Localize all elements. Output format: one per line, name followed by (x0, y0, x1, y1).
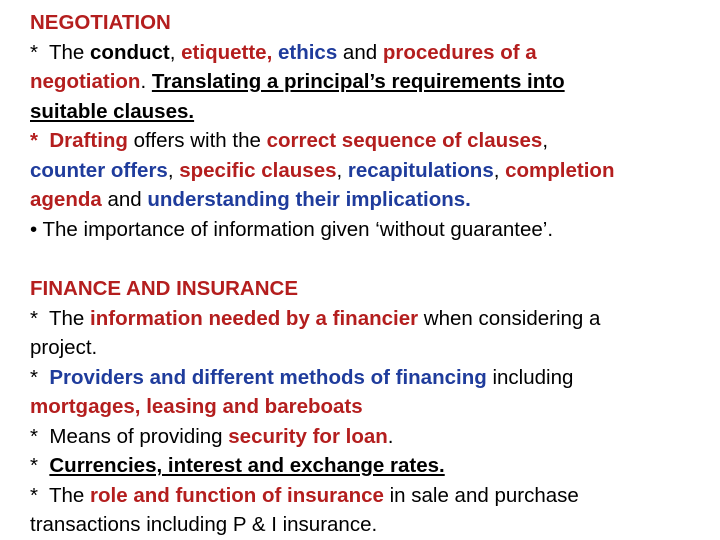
finance-line-4 (30, 392, 718, 422)
text-run: ethics (277, 40, 338, 64)
text-run: counter offers (30, 158, 168, 182)
text-run: negotiation (30, 70, 141, 93)
text-run: understanding their implications. (147, 188, 471, 211)
negotiation-heading: NEGOTIATION (30, 11, 171, 34)
finance-line-1 (30, 304, 718, 334)
negotiation-line-6 (30, 185, 718, 215)
text-run: * Means of providing (30, 424, 229, 448)
finance-line-7 (30, 481, 718, 511)
text-run: offers with the (127, 129, 267, 152)
text-run: specific clauses (179, 158, 337, 182)
text-run: procedures of a (382, 40, 537, 64)
text-run: , (493, 158, 506, 182)
finance-heading: FINANCE AND INSURANCE (30, 277, 299, 300)
text-run: mortgages, leasing and bareboats (30, 395, 363, 418)
slide-content (30, 8, 718, 540)
finance-line-6 (30, 451, 718, 481)
text-run: , (167, 158, 180, 182)
text-run: correct sequence of clauses (266, 129, 543, 152)
text-run: project. (30, 336, 98, 359)
text-run: including (486, 365, 574, 389)
text-run: * The (30, 40, 91, 64)
text-run: transactions including P & I insurance. (30, 513, 378, 536)
finance-line-3 (30, 363, 718, 393)
text-run: recapitulations (347, 158, 494, 182)
text-run: suitable clauses. (30, 99, 195, 123)
text-run: security for loan (228, 424, 388, 448)
text-run: , (336, 158, 348, 182)
text-run: Currencies, interest and exchange rates. (49, 454, 445, 477)
finance-line-8 (30, 510, 718, 540)
text-run: in sale and purchase (383, 483, 579, 507)
text-run: , (169, 40, 182, 64)
text-run: * The (30, 306, 91, 330)
text-run: when considering a (418, 306, 601, 330)
negotiation-line-5 (30, 156, 718, 186)
text-run: Translating a principal’s requirements into (151, 70, 565, 93)
finance-line-2 (30, 333, 718, 363)
text-run: etiquette, (181, 40, 273, 64)
text-run: • The importance of information given ‘without guarantee’. (30, 217, 554, 241)
negotiation-line-3 (30, 97, 718, 127)
text-run: * The (30, 483, 91, 507)
text-run: . (140, 70, 152, 93)
text-run: and (337, 40, 383, 64)
negotiation-line-7 (30, 215, 718, 245)
text-run: Providers and different methods of financing (49, 365, 487, 389)
text-run: information needed by a financier (90, 306, 419, 330)
text-run: and (101, 188, 148, 211)
finance-line-5 (30, 422, 718, 452)
negotiation-line-1 (30, 38, 718, 68)
text-run: * Drafting (30, 129, 128, 152)
text-run: , (542, 129, 549, 152)
text-run: agenda (30, 188, 102, 211)
text-run: . (387, 424, 394, 448)
text-run: conduct (90, 40, 170, 64)
text-run: role and function of insurance (90, 483, 384, 507)
text-run: * (30, 454, 50, 477)
negotiation-section (30, 8, 718, 244)
text-run: completion (505, 158, 615, 182)
negotiation-line-4 (30, 126, 718, 156)
text-run: * (30, 365, 50, 389)
finance-section (30, 274, 718, 540)
negotiation-line-2 (30, 67, 718, 97)
